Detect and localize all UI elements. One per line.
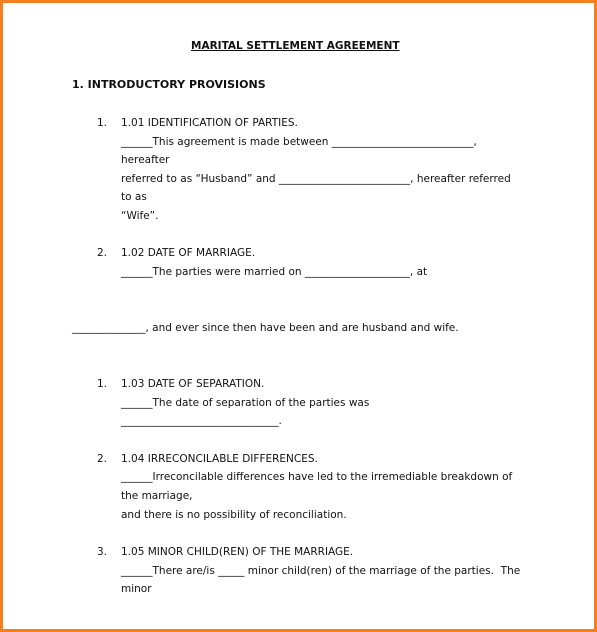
item-text-line: ______The parties were married on ____________________, at xyxy=(121,266,428,278)
item-text-line: and there is no possibility of reconciliation. xyxy=(121,509,347,521)
item-text-line: to as xyxy=(121,191,147,203)
item-continuation-line: ______________, and ever since then have been and are husband and wife. xyxy=(72,322,459,334)
item-number: 3. xyxy=(97,546,108,558)
item-text-line: ______There are/is _____ minor child(ren) of the marriage of the parties. The xyxy=(121,565,521,577)
section-heading: 1. INTRODUCTORY PROVISIONS xyxy=(72,78,266,91)
item-text-line: the marriage, xyxy=(121,490,193,502)
item-heading-irreconcilable: 1.04 IRRECONCILABLE DIFFERENCES. xyxy=(121,453,318,465)
item-number: 2. xyxy=(97,247,108,259)
item-number: 1. xyxy=(97,117,108,129)
item-text-line: referred to as “Husband” and _________________________, hereafter referred xyxy=(121,173,511,185)
document-title: MARITAL SETTLEMENT AGREEMENT xyxy=(191,40,400,52)
item-text-line: ______Irreconcilable differences have led to the irremediable breakdown of xyxy=(121,471,513,483)
item-number: 1. xyxy=(97,378,108,390)
item-text-line: ______This agreement is made between ___________________________, xyxy=(121,136,477,148)
item-heading-minor-children: 1.05 MINOR CHILD(REN) OF THE MARRIAGE. xyxy=(121,546,354,558)
item-text-line: “Wife”. xyxy=(121,210,159,222)
item-text-line: ______________________________. xyxy=(121,415,282,427)
item-heading-marriage-date: 1.02 DATE OF MARRIAGE. xyxy=(121,247,256,259)
item-number: 2. xyxy=(97,453,108,465)
item-text-line: minor xyxy=(121,583,152,595)
item-text-line: ______The date of separation of the parties was xyxy=(121,397,370,409)
item-heading-identification: 1.01 IDENTIFICATION OF PARTIES. xyxy=(121,117,298,129)
item-heading-separation: 1.03 DATE OF SEPARATION. xyxy=(121,378,265,390)
item-text-line: hereafter xyxy=(121,154,170,166)
